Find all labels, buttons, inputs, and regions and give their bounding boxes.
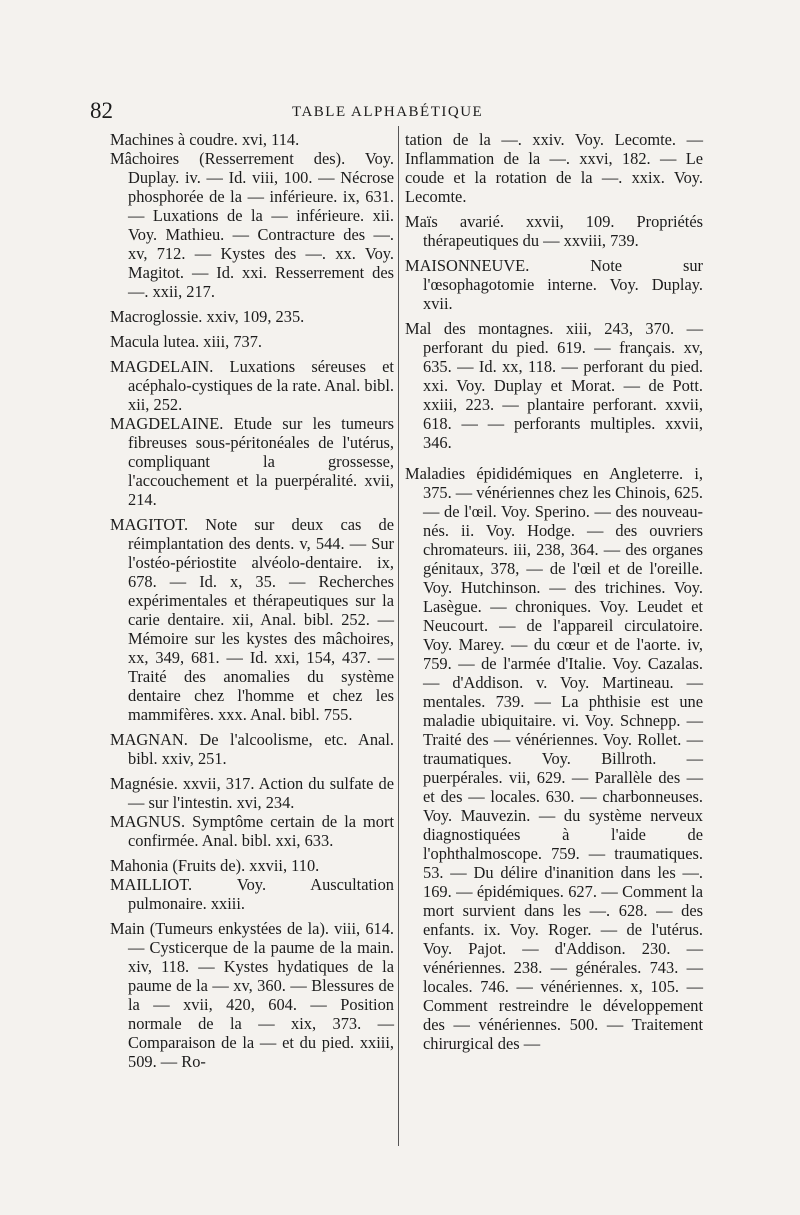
column-divider: [398, 126, 399, 1146]
left-column: [110, 130, 394, 1071]
index-entry: Maïs avarié. xxvii, 109. Propriétés thérapeutiques du — xxviii, 739.: [405, 212, 703, 250]
index-entry: MAGNAN. De l'alcoolisme, etc. Anal. bibl. xxiv, 251.: [110, 730, 394, 768]
page-header: [90, 98, 710, 128]
page-number: 82: [90, 98, 113, 123]
index-entry-continued: tation de la —. xxiv. Voy. Lecomte. — Inflammation de la —. xxvi, 182. — Le coude et la rotation de la —. xxix. Voy. Lecomte.: [405, 130, 703, 206]
index-entry: MAGITOT. Note sur deux cas de réimplantation des dents. v, 544. — Sur l'ostéo-périostite alvéolo-dentaire. ix, 678. — Id. x, 35. — Recherches expérimentales et thérapeutiques sur la carie dentaire. xii, Anal. bibl. 252. — Mémoire sur les kystes des mâchoires, xx, 349, 681. — Id. xxi, 154, 437. — Traité des anomalies du système dentaire chez l'homme et chez les mammifères. xxx. Anal. bibl. 755.: [110, 515, 394, 724]
right-column: [405, 130, 703, 1053]
index-entry: Mahonia (Fruits de). xxvii, 110.: [110, 856, 320, 875]
index-entry: Macula lutea. xiii, 737.: [110, 332, 263, 351]
index-entry: Mal des montagnes. xiii, 243, 370. — perforant du pied. 619. — français. xv, 635. — Id. xx, 118. — perforant du pied. xxi. Voy. Duplay et Morat. — de Pott. xxiii, 223. — plantaire perforant. xxvii, 618. — — perforants multiples. xxvii, 346.: [405, 319, 703, 452]
index-entry: MAILLIOT. Voy. Auscultation pulmonaire. xxiii.: [110, 875, 394, 913]
index-entry: MAISONNEUVE. Note sur l'œsophagotomie interne. Voy. Duplay. xvii.: [405, 256, 703, 313]
index-entry: MAGDELAINE. Etude sur les tumeurs fibreuses sous-péritonéales de l'utérus, compliquant la grossesse, l'accouchement et la puerpéralité. xvii, 214.: [110, 414, 394, 509]
index-entry: Macroglossie. xxiv, 109, 235.: [110, 307, 305, 326]
running-title: TABLE ALPHABÉTIQUE: [292, 104, 484, 120]
index-entry: Maladies épididémiques en Angleterre. i, 375. — vénériennes chez les Chinois, 625. — de l'œil. Voy. Sperino. — des nouveau-nés. ii. Voy. Hodge. — des ouvriers chromateurs. iii, 238, 364. — des organes génitaux, 378, — de l'œil et de l'oreille. Voy. Hutchinson. — des trichines. Voy. Lasègue. — chroniques. Voy. Leudet et Neucourt. — de l'appareil circulatoire. Voy. Marey. — du cœur et de l'aorte. iv, 759. — de l'armée d'Italie. Voy. Cazalas. — d'Addison. v. Voy. Martineau. — mentales. 739. — La phthisie est une maladie ubiquitaire. vi. Voy. Schnepp. — Traité des — vénériennes. Voy. Rollet. — traumatiques. Voy. Billroth. — puerpérales. vii, 629. — Parallèle des — et des — locales. 630. — charbonneuses. Voy. Mauvezin. — du système nerveux diagnostiquées à l'aide de l'ophthalmoscope. 759. — traumatiques. 53. — Du délire d'inanition dans les —. 169. — épidémiques. 627. — Comment la mort survient dans les —. 628. — des enfants. ix. Voy. Roger. — de l'utérus. Voy. Pajot. — d'Addison. 230. — vénériennes. 238. — générales. 743. — locales. 746. — vénériennes. x, 105. — Comment restreindre le développement des — vénériennes. 500. — Traitement chirurgical des —: [405, 464, 703, 1053]
index-entry: MAGDELAIN. Luxations séreuses et acéphalo-cystiques de la rate. Anal. bibl. xii, 252.: [110, 357, 394, 414]
index-entry: MAGNUS. Symptôme certain de la mort confirmée. Anal. bibl. xxi, 633.: [110, 812, 394, 850]
index-entry: Machines à coudre. xvi, 114.: [110, 130, 300, 149]
index-entry: Magnésie. xxvii, 317. Action du sulfate de — sur l'intestin. xvi, 234.: [110, 774, 394, 812]
index-entry: Mâchoires (Resserrement des). Voy. Duplay. iv. — Id. viii, 100. — Nécrose phosphorée de la — inférieure. ix, 631. — Luxations de la — inférieure. xii. Voy. Mathieu. — Contracture des —. xv, 712. — Kystes des —. xx. Voy. Magitot. — Id. xxi. Resserrement des —. xxii, 217.: [110, 149, 394, 301]
index-entry: Main (Tumeurs enkystées de la). viii, 614. — Cysticerque de la paume de la main. xiv, 118. — Kystes hydatiques de la paume de la — xv, 360. — Blessures de la — xvii, 420, 604. — Position normale de la — xix, 373. — Comparaison de la — et du pied. xxiii, 509. — Ro-: [110, 919, 394, 1071]
